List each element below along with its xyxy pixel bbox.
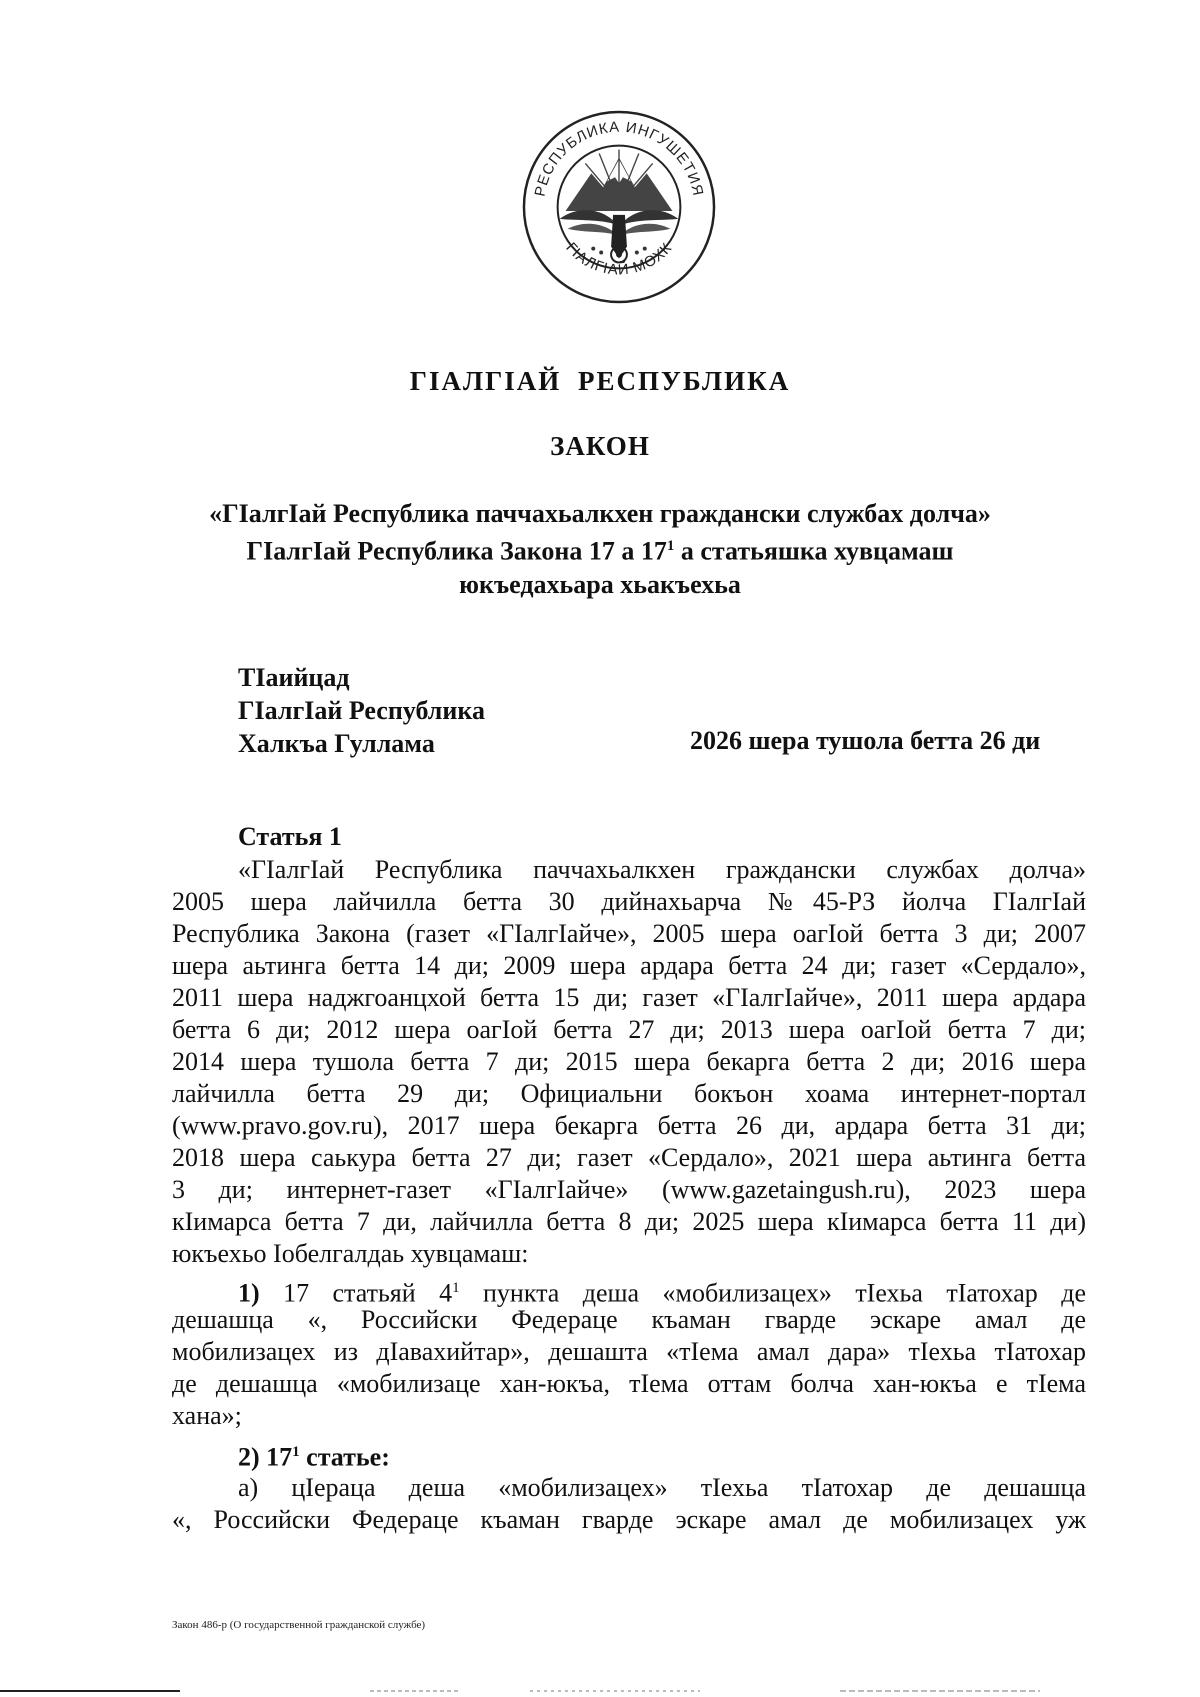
adoption-body — [238, 661, 485, 760]
item-1-line-1: 1) 17 статьяй $4^1$ пункта деша «мобилизацех» тIехьа тIатохар де — [238, 1278, 1086, 1308]
item-2-line: «, Российски Федераце къаман гварде эскаре амал де мобилизацех уж — [172, 1505, 1086, 1534]
item-1-line: дешашца «, Российски Федераце къаман гварде эскаре амал де — [172, 1305, 1086, 1334]
article-line: (www.pravo.gov.ru), 2017 шера бекарга бетта 26 ди, ардара бетта 31 ди; — [172, 1111, 1086, 1140]
article-line: 2018 шера саькура бетта 27 ди; газет «Сердало», 2021 шера аьтинга бетта — [172, 1143, 1086, 1172]
law-title-line-1: «ГIалгIай Республика паччахьалкхен граждански службах долча» — [209, 499, 991, 528]
item-1-line: де дешашца «мобилизаце хан-юкъа, тIема оттам болча хан-юкъа е тIема — [172, 1369, 1086, 1398]
item-2-line: а) цIераца деша «мобилизацех» тIехьа тIатохар де дешашца — [238, 1473, 1086, 1502]
law-title-line-3: юкъедахьара хьакъехьа — [459, 569, 741, 599]
item-number: 1) — [238, 1278, 260, 1308]
article-line: 2014 шера тушола бетта 7 ди; 2015 шера бекарга бетта 2 ди; 2016 шера — [172, 1047, 1086, 1076]
footer-note: Закон 486-р (О государственной гражданской службе) — [172, 1619, 426, 1631]
adoption-line-2: ГIалгIай Республика — [238, 696, 485, 725]
article-line: кIимарса бетта 7 ди, лайчилла бетта 8 ди; 2025 шера кIимарса бетта 11 ди) — [172, 1207, 1086, 1236]
article-heading: Статья 1 — [238, 822, 342, 851]
article-line: юкъехьо Iобелгалдаь хувцамаш: — [172, 1239, 529, 1268]
coat-of-arms-icon — [520, 108, 718, 306]
adoption-line-1: ТIаийцад — [238, 663, 350, 692]
item-number: 2) — [238, 1442, 260, 1472]
republic-name: ГIАЛГIАЙ РЕСПУБЛИКА — [409, 366, 791, 396]
article-line: бетта 6 ди; 2012 шера оагIой бетта 27 ди; 2013 шера оагIой бетта 7 ди; — [172, 1015, 1086, 1044]
law-title-line-2: ГIалгIай Республика Закона 17 а $17^1$ а статьяшка хувцамаш — [246, 536, 954, 566]
item-1-line: мобилизацех из дIавахийтар», дешашта «тIема амал дара» тIехьа тIатохар — [172, 1337, 1086, 1366]
emblem-ring-top-text: РЕСПУБЛИКА ИНГУШЕТИЯ — [532, 119, 706, 198]
scan-edge-divider — [0, 1690, 1200, 1692]
article-line: 3 ди; интернет-газет «ГIалгIайче» (www.gazetaingush.ru), 2023 шера — [172, 1175, 1086, 1204]
adoption-line-3: Халкъа Гуллама — [238, 729, 435, 758]
item-1-line: хана»; — [172, 1401, 242, 1430]
article-line: Республика Закона (газет «ГIалгIайче», 2005 шера оагIой бетта 3 ди; 2007 — [172, 919, 1086, 948]
law-title — [0, 497, 1200, 601]
document-type: ЗАКОН — [550, 431, 650, 461]
emblem-ring-bottom-text: ГIАЛГIАЙ МОХК — [562, 240, 676, 279]
article-line: «ГIалгIай Республика паччахьалкхен граждански службах долча» — [238, 855, 1086, 884]
article-line: 2005 шера лайчилла бетта 30 дийнахьарча №45-РЗ йолча ГIалгIай — [172, 887, 1086, 916]
article-line: 2011 шера наджгоанцхой бетта 15 ди; газет «ГIалгIайче», 2011 шера ардара — [172, 983, 1086, 1012]
article-line: шера аьтинга бетта 14 ди; 2009 шера ардара бетта 24 ди; газет «Сердало», — [172, 951, 1086, 980]
adoption-date: 2026 шера тушола бетта 26 ди — [690, 726, 1041, 755]
article-line: лайчилла бетта 29 ди; Официальни бокъон хоама интернет-портал — [172, 1079, 1086, 1108]
item-2-heading: 2) $17^1$ статье: — [238, 1442, 390, 1472]
